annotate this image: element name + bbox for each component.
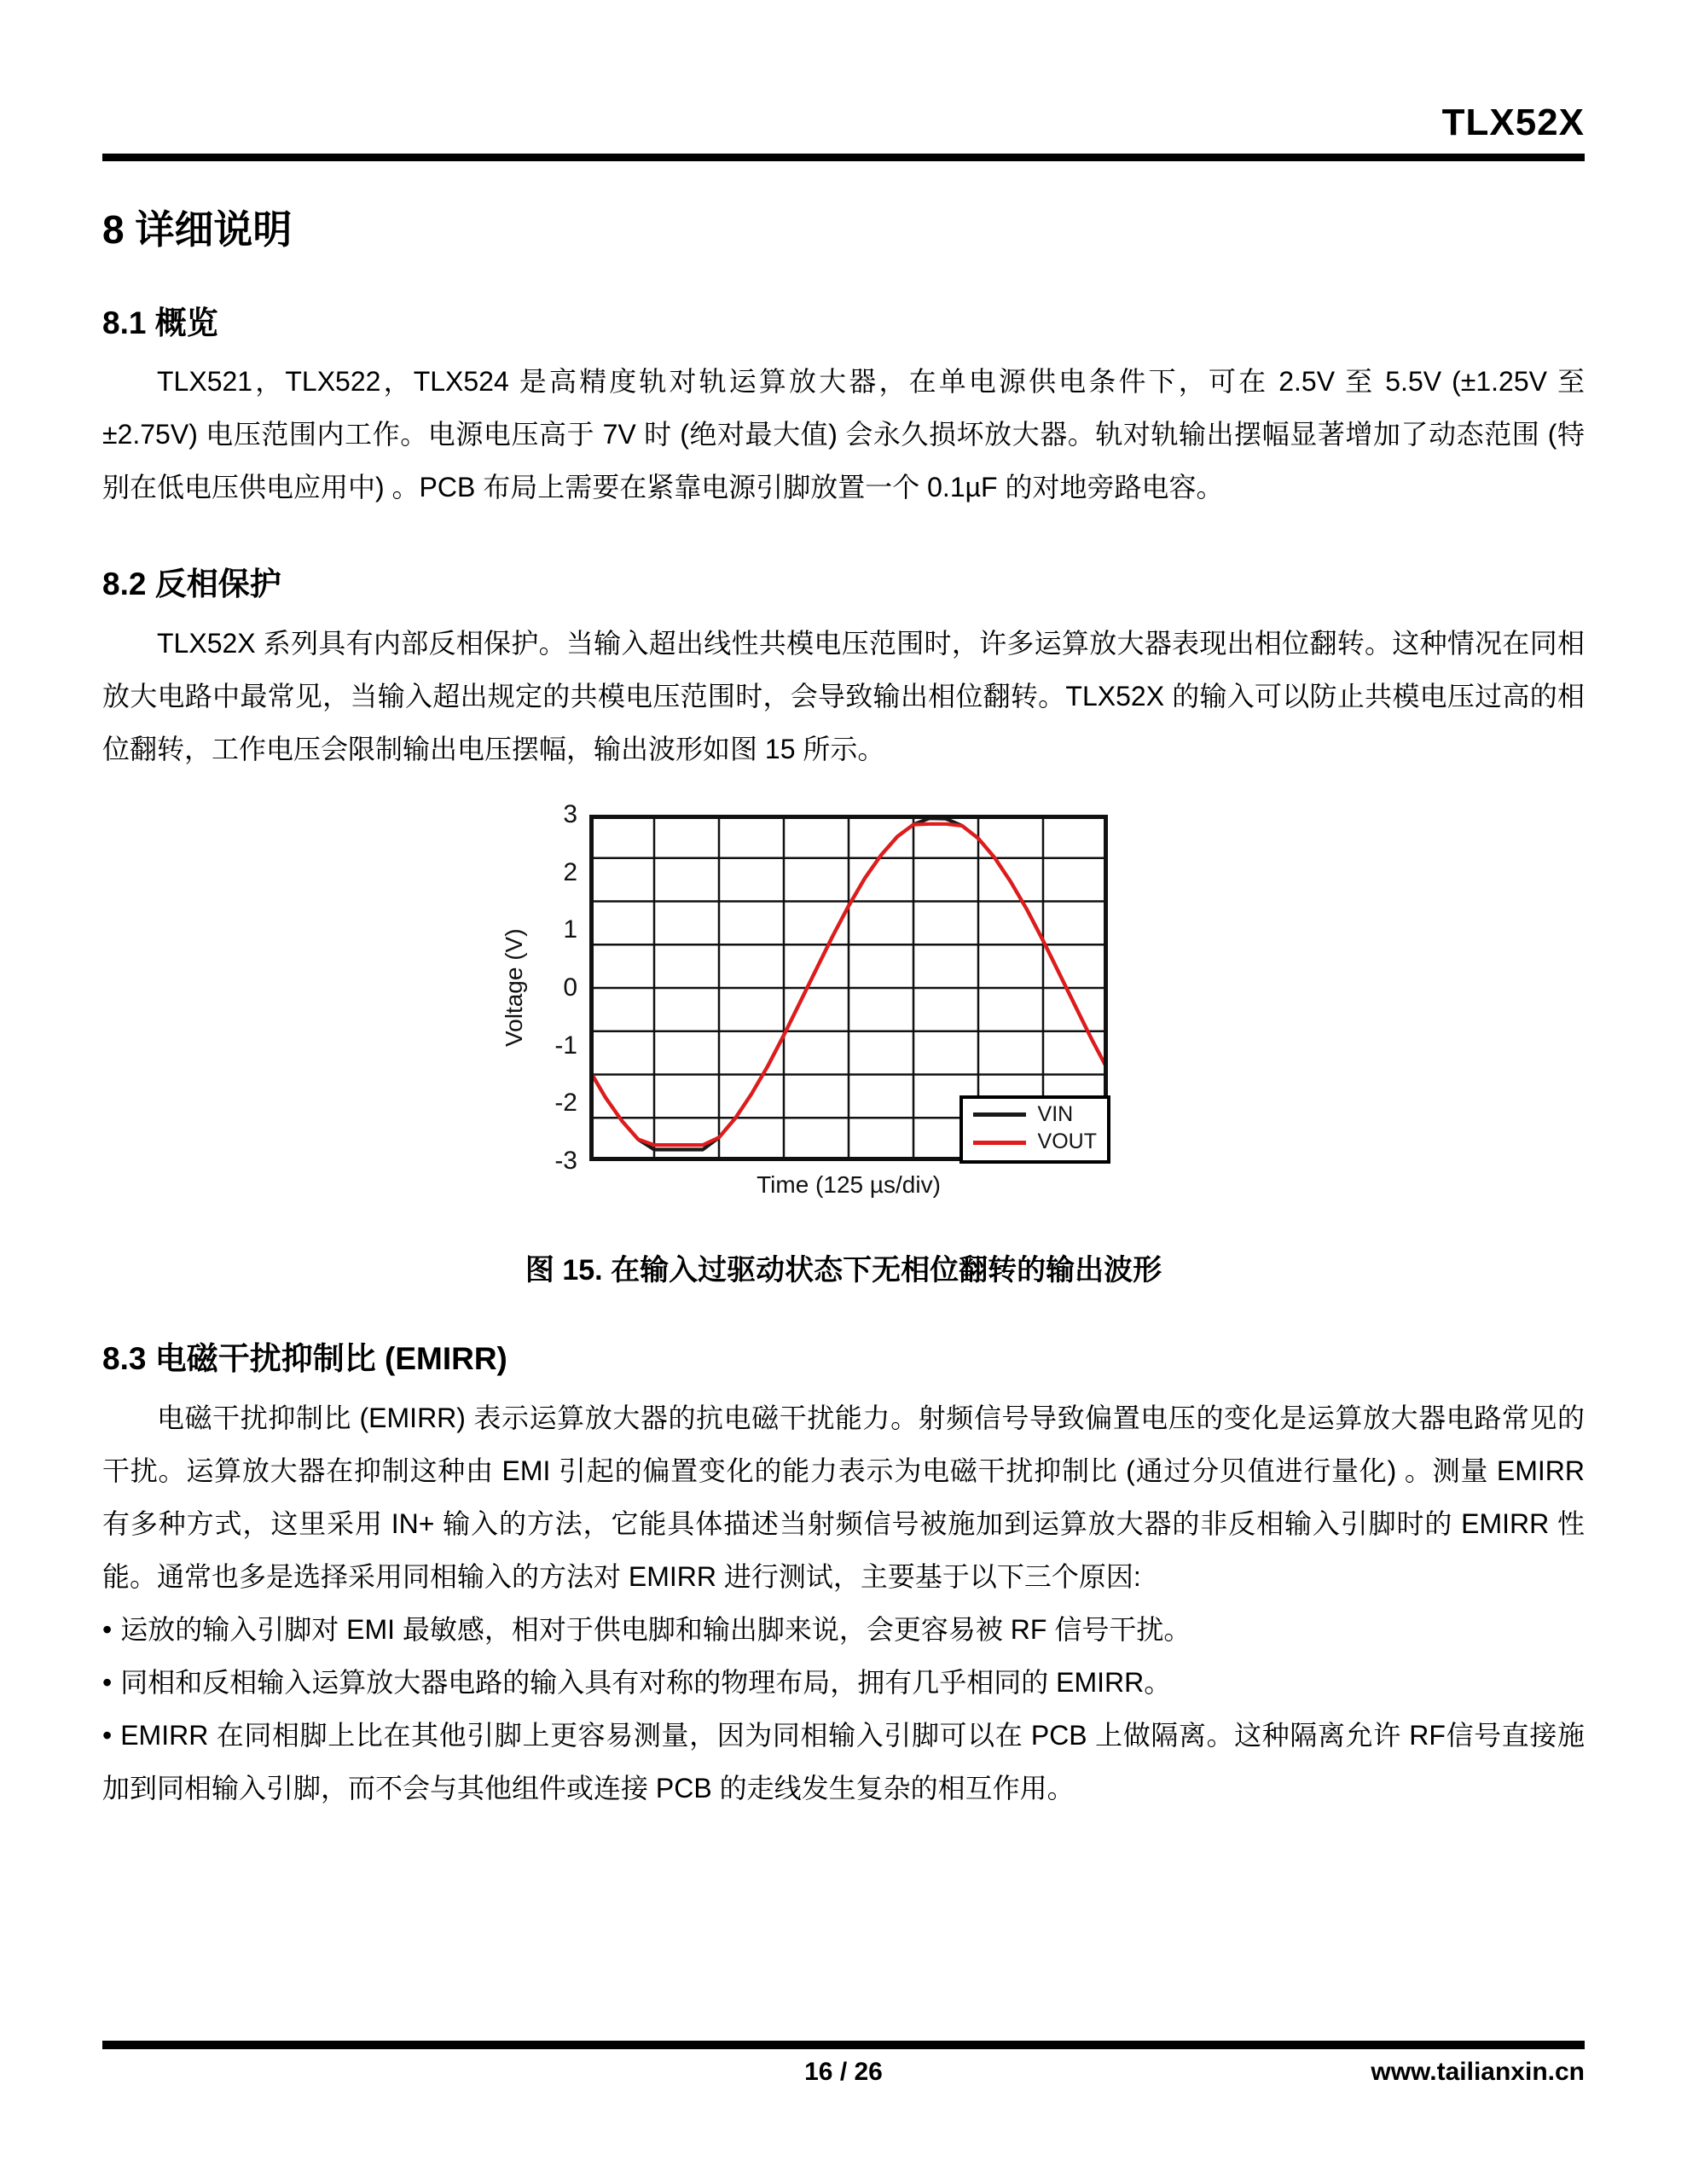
legend [959,1095,1110,1164]
bullet-text: 运放的输入引脚对 EMI 最敏感，相对于供电脚和输出脚来说，会更容易被 RF 信号干扰。 [120,1613,1191,1645]
y-tick-label: 0 [563,973,577,1002]
y-tick-label: 3 [563,799,577,828]
bullet-marker: • [102,1666,113,1698]
y-tick-label: -3 [554,1146,577,1175]
x-axis-title: Time (125 µs/div) [757,1170,941,1198]
section-8-2 [102,566,1585,775]
legend-line-swatch [973,1141,1026,1145]
website-url: www.tailianxin.cn [1371,2058,1585,2086]
waveform-plot [589,815,1108,1161]
header-rule [102,154,1585,161]
section-8-2-heading: 8.2 反相保护 [102,566,281,602]
section-8-3 [102,1341,1585,1815]
section-8-1 [102,305,1585,514]
document-title: TLX52X [1441,102,1585,143]
figure-15 [102,799,1585,1288]
page-number: 16 / 26 [804,2058,883,2086]
legend-label: VOUT [1037,1130,1097,1154]
y-axis-title: Voltage (V) [501,928,527,1048]
section-8-2-paragraph: TLX52X 系列具有内部反相保护。当输入超出线性共模电压范围时，许多运算放大器表现出相位翻转。这种情况在同相放大电路中最常见，当输入超出规定的共模电压范围时，会导致输出相位翻转。TLX52X 的输入可以防止共模电压过高的相位翻转，工作电压会限制输出电压摆幅，输出波形如图 15 所示。 [102,627,1585,764]
y-tick-label: -2 [554,1089,577,1118]
bullet-text: 同相和反相输入运算放大器电路的输入具有对称的物理布局，拥有几乎相同的 EMIRR。 [120,1666,1172,1698]
footer-rule [102,2041,1585,2049]
section-8-heading: 8 详细说明 [102,207,293,252]
section-8-1-paragraph: TLX521，TLX522，TLX524 是高精度轨对轨运算放大器，在单电源供电条件下，可在 2.5V 至 5.5V (±1.25V 至 ±2.75V) 电压范围内工作。电源电压高于 7V 时 (绝对最大值) 会永久损坏放大器。轨对轨输出摆幅显著增加了动态范围 (特别在低电压供电应用中) 。PCB 布局上需要在紧靠电源引脚放置一个 0.1µF 的对地旁路电容。 [102,366,1585,503]
y-tick-label: 2 [563,857,577,886]
figure-15-caption: 图 15. 在输入过驱动状态下无相位翻转的输出波形 [525,1253,1162,1287]
legend-entry-vin [973,1103,1097,1127]
legend-entry-vout [973,1130,1097,1154]
bullet-marker: • [102,1613,113,1645]
page-footer [102,2041,1585,2092]
page-header [102,0,1585,161]
section-8-1-heading: 8.1 概览 [102,305,218,340]
legend-line-swatch [973,1112,1026,1117]
bullet-item [102,1709,1585,1815]
bullet-item [102,1656,1585,1709]
bullet-item [102,1603,1585,1656]
y-axis-ticks [533,799,577,1175]
y-tick-label: 1 [563,915,577,944]
bullet-marker: • [102,1719,113,1751]
section-8-3-paragraph: 电磁干扰抑制比 (EMIRR) 表示运算放大器的抗电磁干扰能力。射频信号导致偏置电压的变化是运算放大器电路常见的干扰。运算放大器在抑制这种由 EMI 引起的偏置变化的能力表示为电磁干扰抑制比 (通过分贝值进行量化) 。测量 EMIRR 有多种方式，这里采用 IN+ 输入的方法，它能具体描述当射频信号被施加到运算放大器的非反相输入引脚时的 EMIRR 性能。通常也多是选择采用同相输入的方法对 EMIRR 进行测试，主要基于以下三个原因: [102,1402,1585,1592]
legend-label: VIN [1037,1101,1074,1126]
bullet-text: EMIRR 在同相脚上比在其他引脚上更容易测量，因为同相输入引脚可以在 PCB 上做隔离。这种隔离允许 RF信号直接施加到同相输入引脚，而不会与其他组件或连接 PCB 的走线发生复杂的相互作用。 [102,1719,1585,1804]
y-tick-label: -1 [554,1031,577,1060]
section-8-3-heading: 8.3 电磁干扰抑制比 (EMIRR) [102,1340,507,1376]
